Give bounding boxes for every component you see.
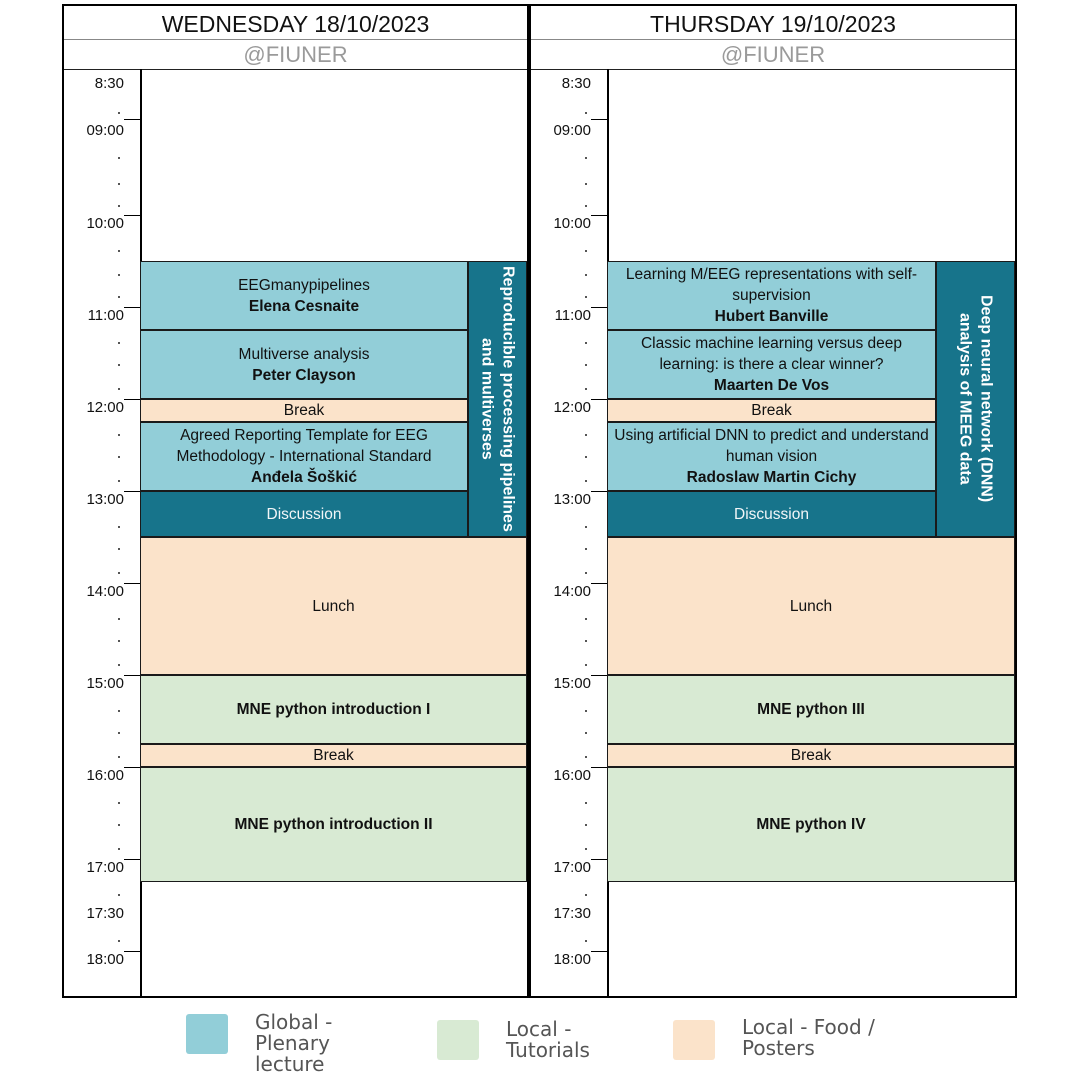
minor-tick <box>585 480 587 482</box>
minor-tick <box>585 548 587 550</box>
lunch-block[interactable] <box>140 537 527 675</box>
tutorial-block[interactable] <box>140 767 527 882</box>
minor-tick <box>585 157 587 159</box>
time-label: 17:30 <box>553 905 591 922</box>
minor-tick <box>118 364 120 366</box>
theme-banner <box>936 261 1015 537</box>
minor-tick <box>585 756 587 758</box>
tutorial-block[interactable] <box>607 675 1015 744</box>
time-label: 16:00 <box>553 767 591 784</box>
hour-tick <box>124 215 142 216</box>
minor-tick <box>585 205 587 207</box>
time-label: 16:00 <box>86 767 124 784</box>
minor-tick <box>118 157 120 159</box>
time-label: 18:00 <box>553 951 591 968</box>
minor-tick <box>585 342 587 344</box>
minor-tick <box>585 572 587 574</box>
time-label: 09:00 <box>553 122 591 139</box>
theme-label: Deep neural network (DNN) analysis of MEEG data <box>956 295 995 503</box>
discussion-block[interactable] <box>607 491 936 537</box>
minor-tick <box>585 250 587 252</box>
minor-tick <box>585 732 587 734</box>
hour-tick <box>591 119 609 120</box>
session-title: MNE python IV <box>756 816 866 833</box>
minor-tick <box>118 526 120 528</box>
session-speaker: Elena Cesnaite <box>248 297 360 315</box>
minor-tick <box>118 274 120 276</box>
session-speaker: Peter Clayson <box>252 366 356 384</box>
time-label: 17:00 <box>86 859 124 876</box>
session-title: EEGmanypipelines <box>238 276 370 294</box>
minor-tick <box>118 802 120 804</box>
time-label: 15:00 <box>86 675 124 692</box>
session-speaker: Radoslaw Martin Cichy <box>686 469 857 486</box>
tutorial-block[interactable] <box>607 767 1015 882</box>
minor-tick <box>585 388 587 390</box>
minor-tick <box>585 848 587 850</box>
time-axis <box>64 69 142 996</box>
time-label: 8:30 <box>561 75 591 92</box>
hour-tick <box>591 215 609 216</box>
session-block[interactable] <box>140 330 468 399</box>
venue-label: @FIUNER <box>64 39 527 70</box>
session-title: MNE python introduction I <box>236 701 431 718</box>
minor-tick <box>118 940 120 942</box>
session-block[interactable] <box>607 330 936 399</box>
session-title: Learning M/EEG representations with self-supervision <box>625 266 918 304</box>
legend-label: Local - Tutorials <box>506 1017 590 1062</box>
break-block[interactable] <box>607 744 1015 767</box>
minor-tick <box>118 756 120 758</box>
discussion-block[interactable] <box>140 491 468 537</box>
minor-tick <box>585 802 587 804</box>
time-label: 17:30 <box>86 905 124 922</box>
tutorial-block[interactable] <box>140 675 527 744</box>
minor-tick <box>585 618 587 620</box>
time-label: 14:00 <box>86 583 124 600</box>
session-speaker: Hubert Banville <box>714 308 829 325</box>
session-title: MNE python introduction II <box>234 816 433 833</box>
minor-tick <box>118 434 120 436</box>
minor-tick <box>585 112 587 114</box>
session-title: Agreed Reporting Template for EEG Methodology - International Standard <box>176 427 432 465</box>
minor-tick <box>118 112 120 114</box>
theme-label: Reproducible processing pipelines and multiverses <box>478 266 517 532</box>
minor-tick <box>118 388 120 390</box>
session-title: Discussion <box>266 505 342 523</box>
minor-tick <box>118 250 120 252</box>
session-title: MNE python III <box>757 701 865 718</box>
session-block[interactable] <box>140 422 468 491</box>
minor-tick <box>118 548 120 550</box>
time-label: 13:00 <box>86 491 124 508</box>
time-label: 11:00 <box>554 307 591 324</box>
break-block[interactable] <box>607 399 936 422</box>
minor-tick <box>118 710 120 712</box>
minor-tick <box>118 732 120 734</box>
minor-tick <box>118 342 120 344</box>
minor-tick <box>585 183 587 185</box>
legend-swatch <box>437 1020 479 1060</box>
minor-tick <box>118 894 120 896</box>
day-title: WEDNESDAY 18/10/2023 <box>64 6 527 40</box>
day-column-wednesday <box>62 4 529 998</box>
minor-tick <box>585 894 587 896</box>
time-label: 8:30 <box>94 75 124 92</box>
legend-swatch <box>673 1020 715 1060</box>
time-label: 12:00 <box>553 399 591 416</box>
minor-tick <box>585 364 587 366</box>
theme-banner <box>468 261 527 537</box>
venue-label: @FIUNER <box>531 39 1015 70</box>
time-label: 15:00 <box>553 675 591 692</box>
session-title: Break <box>283 402 325 419</box>
minor-tick <box>585 940 587 942</box>
time-label: 18:00 <box>86 951 124 968</box>
session-title: Break <box>313 747 354 764</box>
session-title: Classic machine learning versus deep learning: is there a clear winner? <box>640 335 903 373</box>
minor-tick <box>585 456 587 458</box>
session-speaker: Anđela Šoškić <box>251 469 357 486</box>
legend-label: Local - Food / Posters <box>742 1015 875 1060</box>
minor-tick <box>585 434 587 436</box>
minor-tick <box>585 274 587 276</box>
minor-tick <box>118 205 120 207</box>
minor-tick <box>585 710 587 712</box>
session-title: Break <box>790 747 832 764</box>
hour-tick <box>124 119 142 120</box>
minor-tick <box>585 824 587 826</box>
session-title: Multiverse analysis <box>238 345 370 363</box>
minor-tick <box>118 480 120 482</box>
hour-tick <box>591 951 609 952</box>
hour-tick <box>124 951 142 952</box>
time-axis <box>531 69 609 996</box>
legend-label: Global - Plenary lecture <box>255 1010 333 1076</box>
time-label: 10:00 <box>553 215 591 232</box>
minor-tick <box>118 456 120 458</box>
session-title: Break <box>751 402 792 419</box>
minor-tick <box>118 848 120 850</box>
minor-tick <box>585 640 587 642</box>
time-label: 09:00 <box>86 122 124 139</box>
time-label: 11:00 <box>87 307 124 324</box>
minor-tick <box>585 664 587 666</box>
minor-tick <box>118 618 120 620</box>
day-column-thursday <box>529 4 1017 998</box>
minor-tick <box>118 640 120 642</box>
minor-tick <box>118 572 120 574</box>
session-block[interactable] <box>607 261 936 330</box>
break-block[interactable] <box>140 399 468 422</box>
time-label: 17:00 <box>553 859 591 876</box>
session-speaker: Maarten De Vos <box>713 377 830 394</box>
time-label: 12:00 <box>86 399 124 416</box>
session-title: Lunch <box>312 597 355 615</box>
day-title: THURSDAY 19/10/2023 <box>531 6 1015 40</box>
lunch-block[interactable] <box>607 537 1015 675</box>
minor-tick <box>118 183 120 185</box>
time-label: 13:00 <box>553 491 591 508</box>
session-block[interactable] <box>607 422 936 491</box>
minor-tick <box>585 296 587 298</box>
break-block[interactable] <box>140 744 527 767</box>
minor-tick <box>118 296 120 298</box>
session-title: Using artificial DNN to predict and understand human vision <box>614 427 929 465</box>
legend-swatch <box>186 1014 228 1054</box>
session-block[interactable] <box>140 261 468 330</box>
time-label: 10:00 <box>86 215 124 232</box>
time-label: 14:00 <box>553 583 591 600</box>
minor-tick <box>118 664 120 666</box>
minor-tick <box>118 824 120 826</box>
session-title: Lunch <box>789 597 833 615</box>
minor-tick <box>585 526 587 528</box>
session-title: Discussion <box>734 505 809 523</box>
